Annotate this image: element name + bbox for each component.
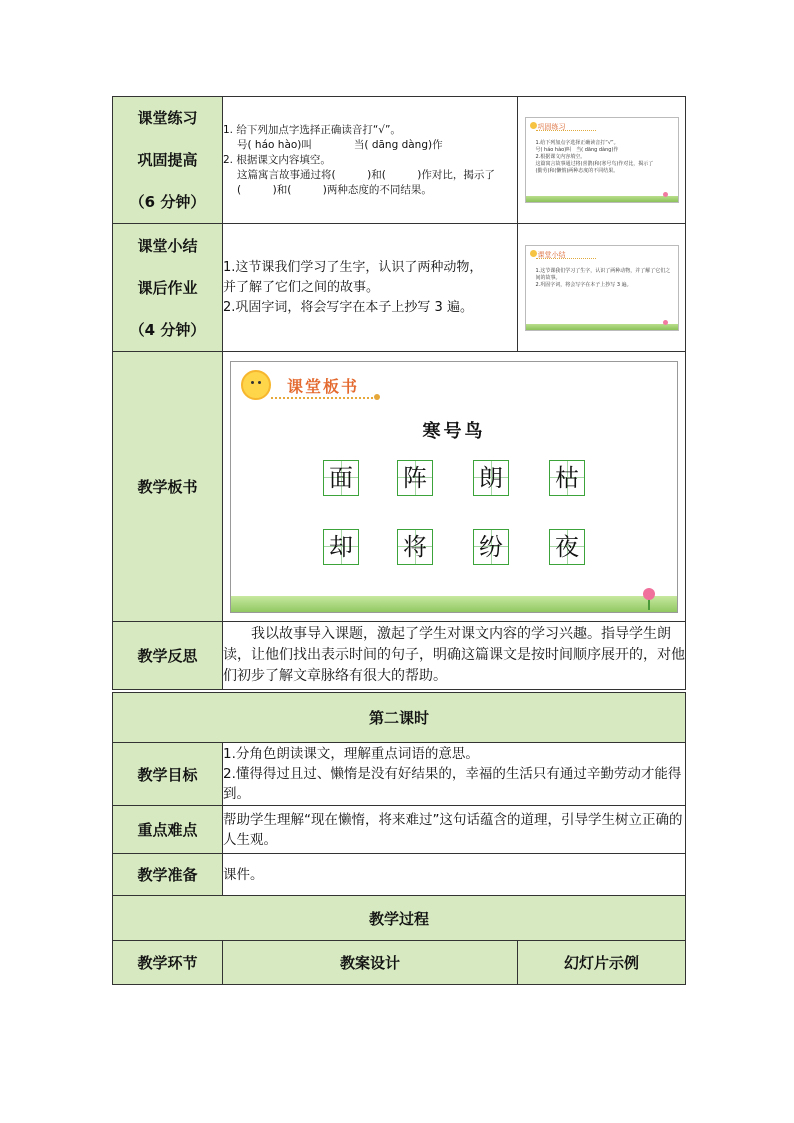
char-grid <box>397 460 433 496</box>
content-line: 1.这节课我们学习了生字，认识了两种动物， <box>223 259 483 275</box>
char-grid <box>323 529 359 565</box>
grass-decoration <box>526 196 678 202</box>
char-grid <box>549 460 585 496</box>
content-line: 2.懂得得过且过、懒惰是没有好结果的，幸福的生活只有通过辛勤劳动才能得到。 <box>223 766 682 802</box>
label-board: 教学板书 <box>113 352 223 622</box>
grass-decoration <box>231 596 677 612</box>
board-slide <box>230 361 678 613</box>
label-objectives: 教学目标 <box>113 743 223 806</box>
slide-text <box>536 268 672 289</box>
char: 朗 <box>474 461 508 495</box>
process-title: 教学过程 <box>113 896 686 941</box>
key-points-content <box>223 806 686 854</box>
sun-icon <box>530 122 537 129</box>
slide-line: 2.根据课文内容填空。 <box>535 154 586 160</box>
char: 却 <box>324 530 358 564</box>
char-grid <box>473 460 509 496</box>
slide-cell <box>518 224 686 352</box>
label-summary <box>113 224 223 352</box>
flower-icon <box>663 192 668 197</box>
content-line: 2. 根据课文内容填空。 <box>223 153 331 166</box>
board-heading: 寒号鸟 <box>422 420 486 442</box>
char: 夜 <box>550 530 584 564</box>
char: 将 <box>398 530 432 564</box>
summary-content <box>223 224 518 352</box>
slide-title: 课堂小结 <box>537 250 566 259</box>
lesson-table-1 <box>112 96 686 690</box>
char: 面 <box>324 461 358 495</box>
sun-mascot-icon <box>241 370 271 400</box>
slide-line: 这篇寓言故事通过将(喜鹊)和(寒号鸟)作对比，揭示了 <box>535 161 654 167</box>
label-preparation: 教学准备 <box>113 854 223 896</box>
board-cell <box>223 352 686 622</box>
char-grid <box>323 460 359 496</box>
label-practice <box>113 97 223 224</box>
label-key-points: 重点难点 <box>113 806 223 854</box>
label-line: 课后作业 <box>137 278 198 297</box>
content-line: 1.分角色朗读课文，理解重点词语的意思。 <box>223 746 479 762</box>
content-line: 帮助学生理解“现在懒惰，将来难过”这句话蕴含的道理，引导学生树立正确的人生观。 <box>223 811 683 848</box>
char-grid <box>473 529 509 565</box>
section-title: 第二课时 <box>113 693 686 743</box>
label-line: 课堂小结 <box>137 236 198 255</box>
char: 阵 <box>398 461 432 495</box>
content-line: 号( háo hào)叫 当( dāng dàng)作 <box>237 138 443 151</box>
char-grid <box>549 529 585 565</box>
slide-text <box>536 140 672 175</box>
grass-decoration <box>526 324 678 330</box>
char: 枯 <box>550 461 584 495</box>
slide-cell <box>518 97 686 224</box>
slide-line: 号( háo hào)叫 当( dāng dàng)作 <box>535 147 619 153</box>
content-line: 这篇寓言故事通过将( )和( )作对比，揭示了 <box>237 168 495 181</box>
header-stage: 教学环节 <box>113 941 223 985</box>
label-reflection: 教学反思 <box>113 622 223 690</box>
slide-line: 2.巩固字词，将会写字在本子上抄写 3 遍。 <box>535 281 632 288</box>
label-line: 课堂练习 <box>137 109 198 127</box>
flower-icon <box>663 320 668 325</box>
divider <box>536 130 596 131</box>
slide-line: (勤劳)和(懒惰)两种态度的不同结果。 <box>535 168 619 174</box>
content-line: 并了解了它们之间的故事。 <box>223 279 380 295</box>
slide-line: 1.给下列加点字选择正确读音打“√”。 <box>535 140 619 146</box>
content-line: 课件。 <box>223 866 264 883</box>
header-design: 教案设计 <box>223 941 518 985</box>
slide-line: 1.这节课我们学习了生字，认识了两种动物，并了解了它们之间的故事。 <box>535 267 671 281</box>
practice-content <box>223 97 518 224</box>
label-line: （4 分钟） <box>129 320 206 339</box>
lesson-table-2 <box>112 692 686 985</box>
label-line: 巩固提高 <box>137 151 198 169</box>
sun-icon <box>530 250 537 257</box>
objectives-content <box>223 743 686 806</box>
slide-thumbnail-practice <box>525 117 679 203</box>
char: 纷 <box>474 530 508 564</box>
content-line: ( )和( )两种态度的不同结果。 <box>237 183 432 196</box>
flower-icon <box>643 588 655 600</box>
content-line: 1. 给下列加点字选择正确读音打“√”。 <box>223 123 401 136</box>
char-grid <box>397 529 433 565</box>
slide-title: 巩固练习 <box>537 123 566 131</box>
preparation-content <box>223 854 686 896</box>
label-line: （6 分钟） <box>129 193 206 211</box>
slide-thumbnail-summary <box>525 245 679 331</box>
underline-dot <box>374 394 380 400</box>
reflection-text: 我以故事导入课题，激起了学生对课文内容的学习兴趣。指导学生朗读，让他们找出表示时间的句子，明确这篇课文是按时间顺序展开的，对他们初步了解文章脉络有很大的帮助。 <box>223 622 686 690</box>
board-title: 课堂板书 <box>287 376 360 396</box>
content-line: 2.巩固字词，将会写字在本子上抄写 3 遍。 <box>223 299 473 315</box>
divider <box>536 258 596 259</box>
header-slides: 幻灯片示例 <box>518 941 686 985</box>
board-title-underline <box>271 397 377 399</box>
